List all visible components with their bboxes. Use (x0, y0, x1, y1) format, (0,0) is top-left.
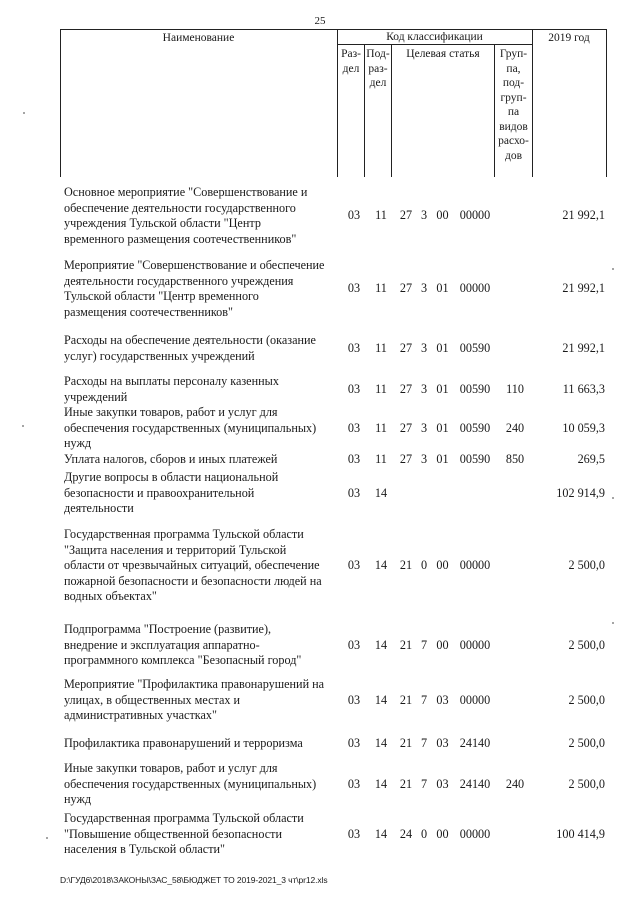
row-name (64, 622, 340, 669)
code-program: 21 (399, 692, 413, 707)
code-subprogram: 3 (420, 381, 428, 396)
code-subprogram: 7 (420, 637, 428, 652)
header-col-divider (532, 29, 533, 177)
code-podrazdel: 11 (375, 208, 387, 223)
row-name-line: водных объектах" (64, 589, 157, 604)
code-direction: 00590 (459, 452, 491, 466)
code-direction: 24140 (459, 736, 491, 750)
row-name-line: Подпрограмма "Построение (развитие), (64, 622, 272, 636)
code-podrazdel: 11 (375, 340, 387, 355)
code-podrazdel: 14 (374, 558, 388, 573)
row-name (64, 374, 340, 405)
code-podrazdel: 11 (375, 420, 387, 435)
row-name-line: услуг) государственных учреждений (64, 348, 255, 363)
row-name (64, 185, 340, 247)
row-name-line: деятельности (64, 501, 134, 516)
header-target: Целевая статья (406, 48, 480, 60)
row-amount: 2 500,0 (568, 776, 605, 791)
row-name-line: безопасности и правоохранительной (64, 485, 255, 500)
code-podrazdel: 14 (374, 637, 388, 652)
row-name-line: Государственная программа Тульской области (64, 811, 304, 825)
row-name (64, 470, 340, 517)
row-name-line: Мероприятие "Профилактика правонарушений на (64, 677, 325, 691)
row-name-line: Профилактика правонарушений и терроризма (64, 736, 303, 750)
code-direction: 00000 (459, 826, 491, 841)
scan-speck (22, 425, 24, 427)
row-name-line: временного размещения соотечественников" (64, 231, 297, 246)
code-razdel: 03 (347, 637, 361, 652)
row-amount: 11 663,3 (562, 381, 605, 396)
code-razdel: 03 (347, 281, 361, 296)
code-subprogram: 3 (420, 420, 428, 435)
code-subprogram: 3 (420, 208, 428, 223)
row-name-line: Расходы на обеспечение деятельности (оказание (64, 333, 316, 347)
code-razdel: 03 (347, 485, 361, 500)
code-direction: 00000 (459, 558, 491, 573)
code-podrazdel: 14 (374, 485, 388, 500)
row-amount: 21 992,1 (562, 340, 605, 355)
row-amount: 21 992,1 (562, 281, 605, 296)
code-program: 27 (399, 340, 413, 355)
code-subprogram: 0 (420, 826, 428, 841)
code-main-event: 01 (436, 381, 449, 396)
row-name-line: Другие вопросы в области национальной (64, 470, 279, 484)
row-amount: 102 914,9 (556, 485, 605, 500)
row-name-line: нужд (64, 436, 92, 451)
header-left-border (60, 29, 61, 177)
row-name (64, 258, 340, 320)
header-podrazdel: Под- раз- дел (366, 48, 390, 89)
code-main-event: 03 (436, 692, 449, 707)
code-program: 21 (399, 776, 413, 791)
header-right-border (606, 29, 607, 177)
row-name-line: обеспечения государственных (муниципальных) (64, 776, 317, 791)
row-name-line: населения в Тульской области" (64, 842, 226, 857)
code-razdel: 03 (347, 340, 361, 355)
scan-speck (23, 112, 25, 114)
row-name-line: деятельности государственного учреждения (64, 273, 294, 288)
row-name-line: Основное мероприятие "Совершенствование и (64, 185, 308, 199)
footer-file-path: D:\ГУД6\2018\ЗАКОНЫ\ЗАС_58\БЮДЖЕТ ТО 2019-2021_3 чт\pr12.xls (60, 875, 328, 885)
code-podrazdel: 14 (374, 736, 388, 750)
code-program: 27 (399, 281, 413, 296)
code-expense-type: 850 (505, 452, 525, 466)
code-main-event: 00 (436, 558, 449, 573)
code-main-event: 01 (436, 420, 449, 435)
code-main-event: 01 (436, 452, 449, 466)
code-direction: 00000 (459, 281, 491, 296)
code-razdel: 03 (347, 452, 361, 466)
row-name-line: Государственная программа Тульской области (64, 527, 304, 541)
row-name (64, 736, 340, 752)
row-name-line: Иные закупки товаров, работ и услуг для (64, 761, 278, 775)
row-amount: 100 414,9 (556, 826, 605, 841)
row-name (64, 405, 340, 452)
row-name-line: программного комплекса "Безопасный город" (64, 653, 302, 668)
code-main-event: 03 (436, 776, 449, 791)
row-amount: 10 059,3 (562, 420, 605, 435)
code-podrazdel: 11 (375, 381, 387, 396)
code-subprogram: 3 (420, 452, 428, 466)
row-name-line: обеспечение деятельности государственного (64, 200, 296, 215)
code-subprogram: 7 (420, 692, 428, 707)
code-direction: 00000 (459, 637, 491, 652)
code-razdel: 03 (347, 776, 361, 791)
code-razdel: 03 (347, 692, 361, 707)
header-razdel: Раз- дел (341, 48, 361, 75)
header-year: 2019 год (548, 32, 590, 44)
row-name-line: Тульской области "Центр временного (64, 289, 259, 304)
row-amount: 21 992,1 (562, 208, 605, 223)
row-name (64, 527, 340, 605)
code-direction: 00000 (459, 208, 491, 223)
row-name-line: Мероприятие "Совершенствование и обеспечение (64, 258, 325, 272)
scan-speck (46, 837, 48, 839)
code-subprogram: 3 (420, 340, 428, 355)
row-amount: 269,5 (577, 452, 605, 466)
code-program: 21 (399, 736, 413, 750)
scan-speck (612, 497, 614, 499)
code-razdel: 03 (347, 208, 361, 223)
row-name-line: улицах, в общественных местах и (64, 692, 241, 707)
row-name (64, 677, 340, 724)
code-program: 27 (399, 208, 413, 223)
code-main-event: 00 (436, 637, 449, 652)
code-podrazdel: 11 (375, 452, 387, 466)
table-header (60, 29, 607, 177)
row-name-line: области от чрезвычайных ситуаций, обеспечение (64, 558, 320, 573)
code-program: 21 (399, 637, 413, 652)
code-expense-type: 240 (505, 420, 525, 435)
header-name: Наименование (162, 32, 235, 44)
code-expense-type: 110 (506, 381, 524, 396)
row-name-line: Иные закупки товаров, работ и услуг для (64, 405, 278, 419)
row-name (64, 811, 340, 858)
code-program: 27 (399, 452, 413, 466)
code-razdel: 03 (347, 381, 361, 396)
code-podrazdel: 14 (374, 826, 388, 841)
code-subprogram: 7 (420, 776, 428, 791)
header-group: Груп- па, под- груп- па видов расхо- дов (498, 48, 529, 162)
code-subprogram: 0 (420, 558, 428, 573)
code-subprogram: 7 (420, 736, 428, 750)
code-main-event: 01 (436, 340, 449, 355)
scan-speck (612, 622, 614, 624)
code-direction: 00590 (459, 420, 491, 435)
row-name (64, 333, 340, 364)
code-program: 24 (399, 826, 413, 841)
code-razdel: 03 (347, 736, 361, 750)
code-program: 21 (399, 558, 413, 573)
row-name-line: пожарной безопасности и безопасности людей на (64, 573, 322, 588)
code-podrazdel: 14 (374, 692, 388, 707)
code-razdel: 03 (347, 826, 361, 841)
code-subprogram: 3 (420, 281, 428, 296)
code-direction: 00000 (459, 692, 491, 707)
header-col-divider (391, 44, 392, 177)
code-expense-type: 240 (505, 776, 525, 791)
row-name-line: Уплата налогов, сборов и иных платежей (64, 452, 278, 466)
row-amount: 2 500,0 (568, 692, 605, 707)
row-name-line: учреждения Тульской области "Центр (64, 216, 261, 231)
code-podrazdel: 11 (375, 281, 387, 296)
row-amount: 2 500,0 (568, 637, 605, 652)
row-name-line: "Защита населения и территорий Тульской (64, 542, 287, 557)
row-name-line: размещения соотечественников" (64, 304, 233, 319)
row-name (64, 452, 340, 468)
code-main-event: 03 (436, 736, 449, 750)
header-classification: Код классификации (386, 31, 483, 43)
code-razdel: 03 (347, 558, 361, 573)
page-number: 25 (314, 15, 326, 27)
row-name-line: учреждений (64, 389, 128, 404)
row-amount: 2 500,0 (568, 558, 605, 573)
row-name-line: административных участках" (64, 708, 217, 723)
code-razdel: 03 (347, 420, 361, 435)
code-main-event: 00 (436, 826, 449, 841)
row-name (64, 761, 340, 808)
scan-speck (612, 268, 614, 270)
row-name-line: "Повышение общественной безопасности (64, 826, 282, 841)
row-name-line: нужд (64, 792, 92, 807)
row-name-line: Расходы на выплаты персоналу казенных (64, 374, 279, 388)
code-main-event: 00 (436, 208, 449, 223)
code-direction: 24140 (459, 776, 491, 791)
row-amount: 2 500,0 (568, 736, 605, 750)
code-program: 27 (399, 381, 413, 396)
code-direction: 00590 (459, 340, 491, 355)
code-podrazdel: 14 (374, 776, 388, 791)
code-main-event: 01 (436, 281, 449, 296)
row-name-line: внедрение и эксплуатация аппаратно- (64, 637, 260, 652)
code-program: 27 (399, 420, 413, 435)
code-direction: 00590 (459, 381, 491, 396)
row-name-line: обеспечения государственных (муниципальных) (64, 420, 317, 435)
